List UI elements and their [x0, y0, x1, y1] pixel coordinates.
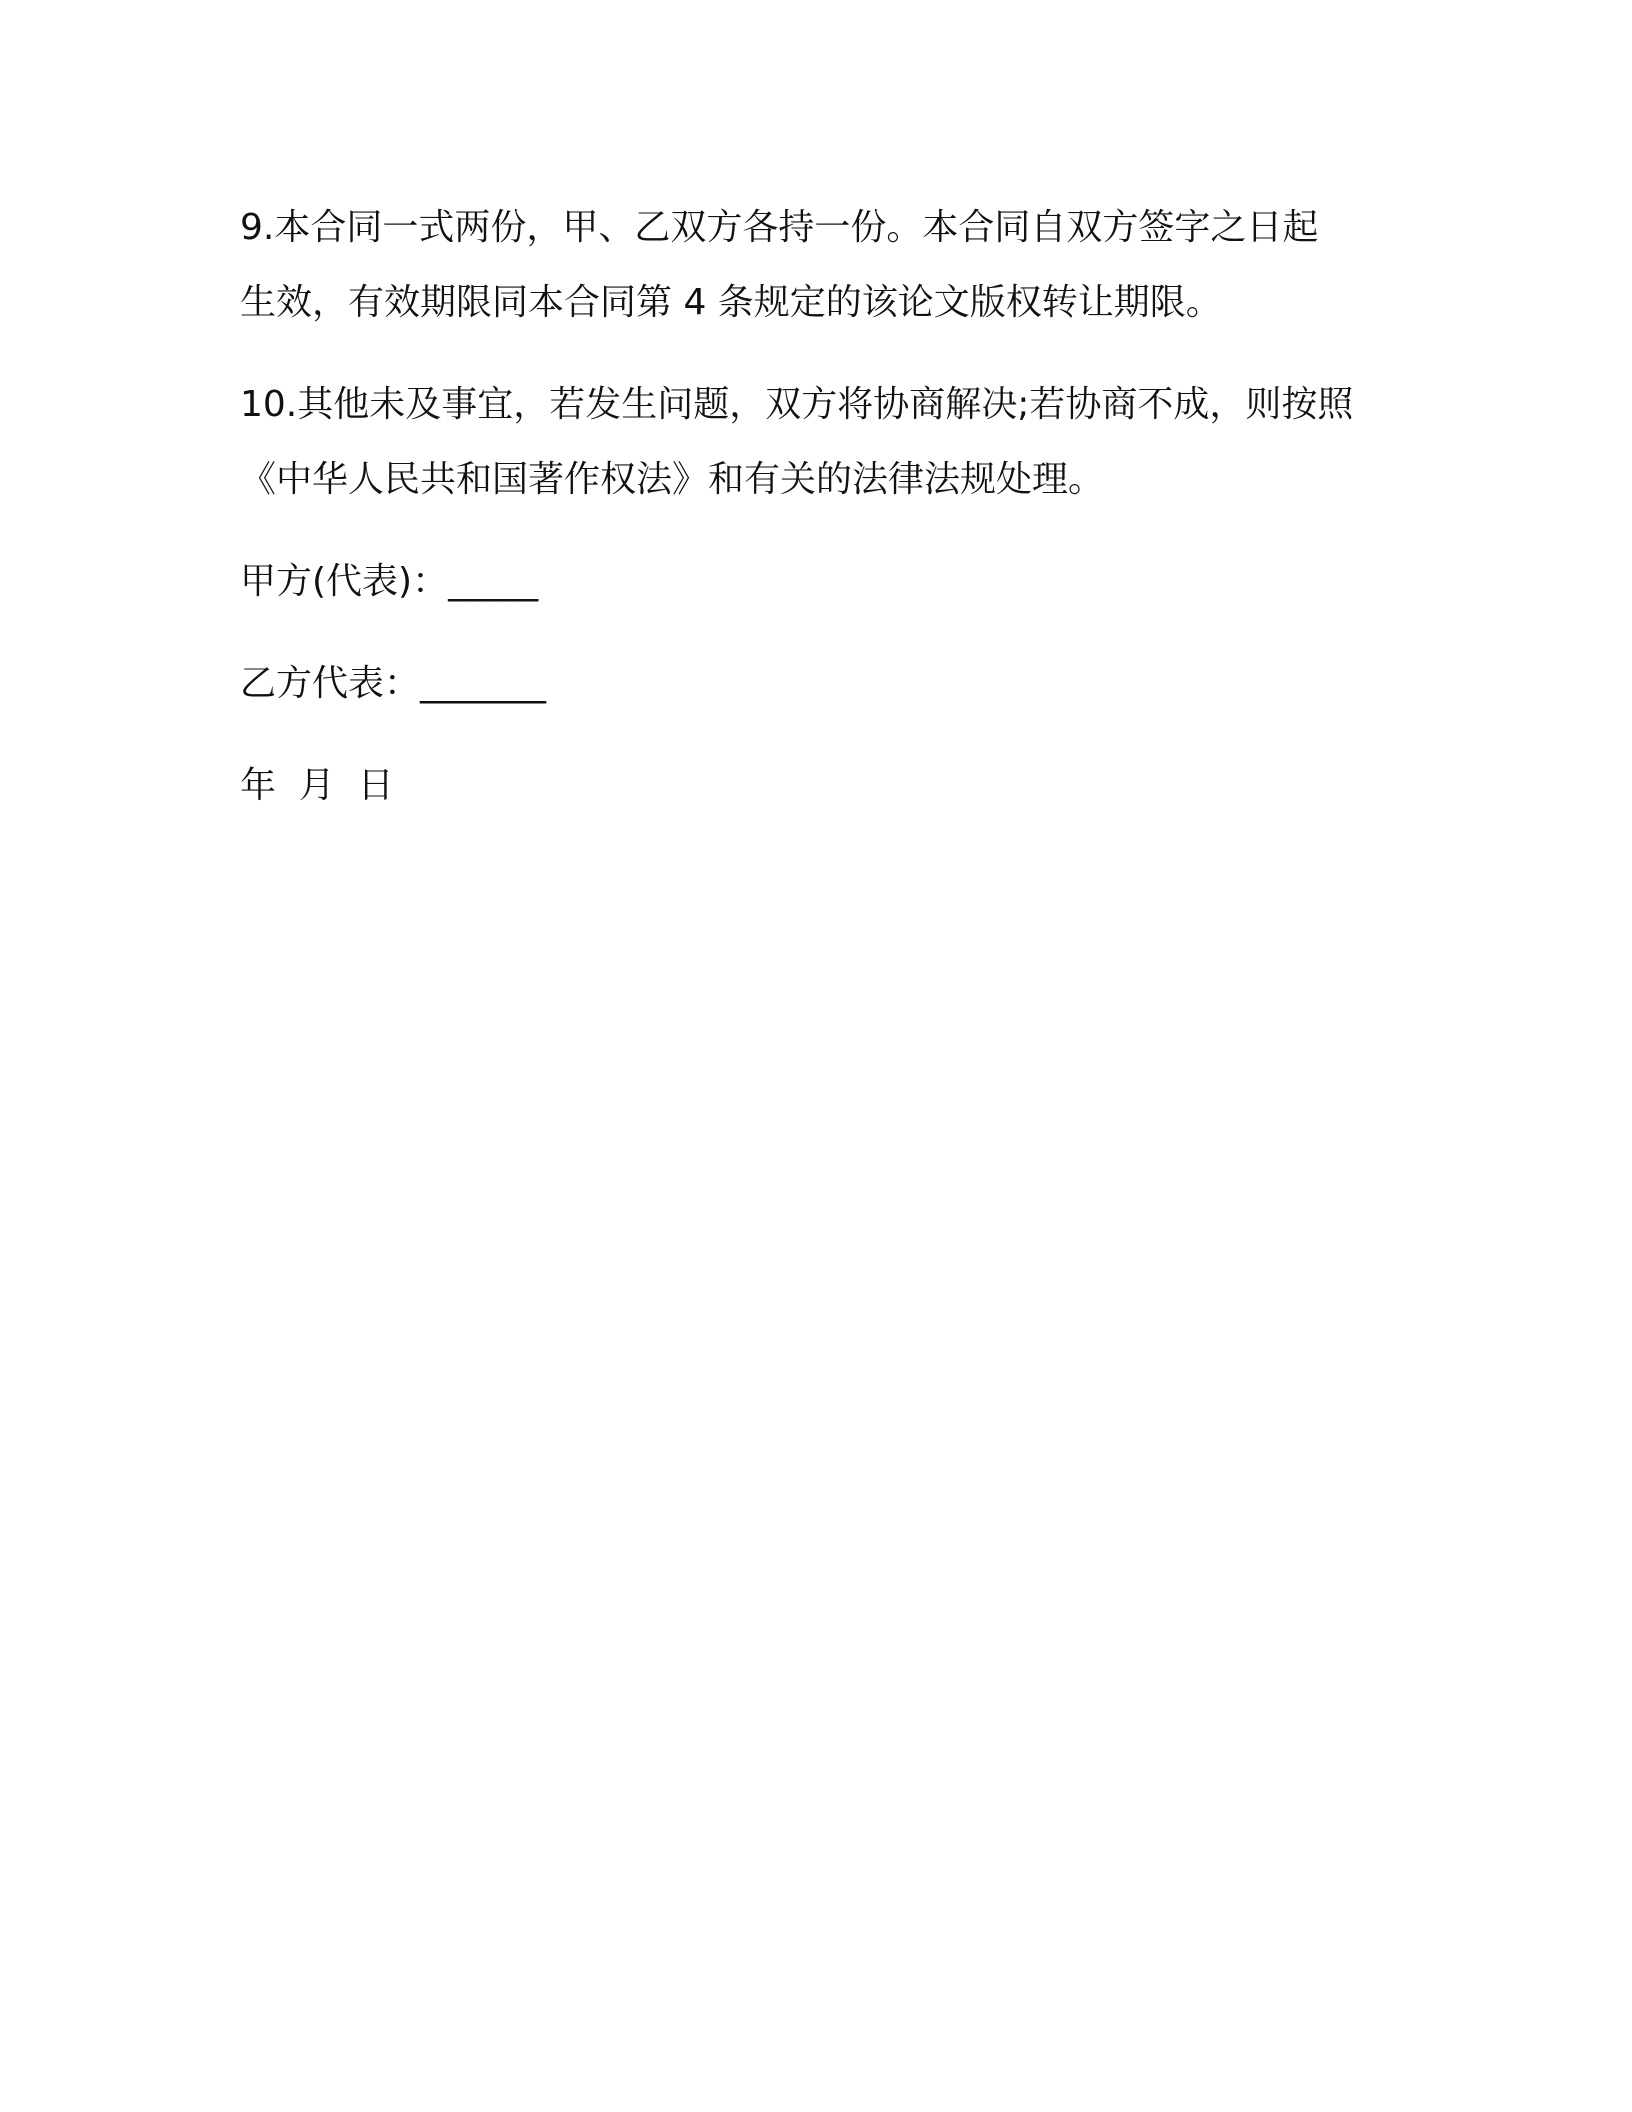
clause-9: [240, 190, 1410, 340]
clause-10: [240, 367, 1410, 517]
clause-9-line-1: 9.本合同一式两份，甲、乙双方各持一份。本合同自双方签字之日起: [240, 207, 1319, 248]
party-b-signature-line: 乙方代表：_______: [240, 663, 547, 704]
clause-10-line-1: 10.其他未及事宜，若发生问题，双方将协商解决;若协商不成，则按照: [240, 384, 1354, 425]
clause-10-line-2: 《中华人民共和国著作权法》和有关的法律法规处理。: [240, 459, 1105, 500]
signature-date-line: 年 月 日: [240, 765, 394, 806]
contract-body: [240, 190, 1410, 850]
party-a-signature-line: 甲方(代表)：_____: [240, 561, 539, 602]
clause-9-line-2: 生效，有效期限同本合同第 4 条规定的该论文版权转让期限。: [240, 282, 1222, 323]
